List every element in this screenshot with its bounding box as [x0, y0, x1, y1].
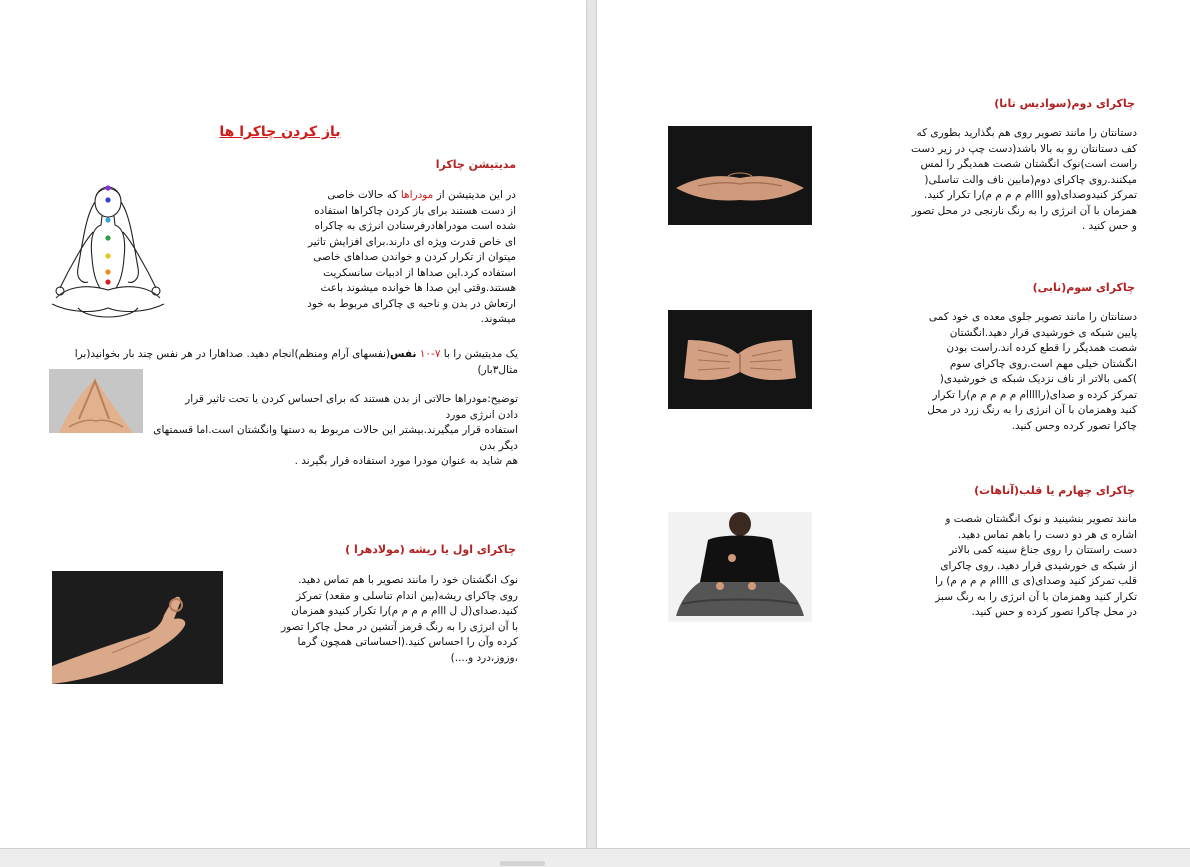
- breath-instruction: یک مدیتیشن را با ۷-۱۰ نفس(نفسهای آرام ومنظم)انجام دهید. صداهارا در هر نفس چند بار بخوانید(برا مثال۳بار): [74, 348, 518, 376]
- chakra2-heading: چاکرای دوم(سوادیس تانا): [994, 97, 1135, 110]
- page-title: باز کردن چاکرا ها: [219, 124, 341, 140]
- chakra3-text: دستانتان را مانند تصویر جلوی معده ی خود کمی پایین شبکه ی خورشیدی قرار دهید.انگشتان شصت همدیگر را قطع کرده اند.راست بودن انگشتان خیلی مهم است.روی چاکرای سوم )کمی بالاتر از ناف نزدیک شبکه ی خورشیدی( تمرکز کرده و صدای(رااااام م م م م م)را تکرار کنید وهمزمان با آن انرژی را به رنگ زرد در محل چاکرا تصور کرده وحس کنید.: [927, 311, 1137, 432]
- chakra-dot-solar: [105, 253, 110, 258]
- mudra-explanation: توضیح:مودراها حالاتی از بدن هستند که برای احساس کردن یا تحت تاثیر قرار دادن انرژی مورد استفاده قرار میگیرند.بیشتر این حالات مربوط به دستها وانگشتان است.اما قسمتهای دیگر بدن هم شاید به عنوان مودرا مورد استفاده قرار بگیرند .: [153, 393, 518, 467]
- chakra1-heading: چاکرای اول یا ریشه (مولادهرا ): [345, 543, 516, 556]
- left-page: [0, 0, 586, 848]
- solar-plexus-chakra-hands-photo: [668, 310, 812, 409]
- chakra-dot-sacral: [105, 269, 110, 274]
- chakra-dot-heart: [105, 235, 110, 240]
- meditation-figure-illustration: [48, 180, 168, 325]
- chakra4-heading: چاکرای چهارم یا قلب(آناهات): [974, 484, 1135, 497]
- chakra-dot-root: [105, 279, 110, 284]
- chakra-dot-brow: [105, 197, 110, 202]
- chakra2-text: دستانتان را مانند تصویر روی هم بگذارید بطوری که کف دستانتان رو به بالا باشد(دست چپ در زیر دست راست است)نوک انگشتان شصت همدیگر را لمس میکنند.روی چاکرای دوم(مابین ناف والت تناسلی( تمرکز کنیدوصدای(وو اااام م م م م)را تکرار کنید. همزمان با آن انرژی را به رنگ نارنجی در محل تصور و حس کنید .: [911, 127, 1137, 232]
- right-page: [597, 0, 1190, 848]
- scrollbar-thumb[interactable]: [500, 861, 545, 866]
- mudra-highlight: مودراها: [400, 189, 434, 201]
- sacral-chakra-hands-photo: [668, 126, 812, 225]
- root-chakra-hand-photo: [52, 571, 223, 684]
- heart-chakra-seated-photo: [668, 512, 812, 622]
- chakra-dot-throat: [105, 217, 110, 222]
- chakra-dot-crown: [105, 185, 110, 190]
- meditation-heading: مدیتیشن چاکرا: [435, 158, 516, 171]
- meditation-intro: در این مدیتیشن از مودراها که حالات خاصی از دست هستند برای باز کردن چاکراها استفاده شده است مودراهادرفرستادن انرژی به چاکراه ای خاص قدرت ویژه ای دارند.برای افزایش تاثیر میتوان از تکرار کردن و خواندن صداهای خاصی استفاده کرد.این صداها از ادبیات سانسکریت هستند.وقتی این صدا ها خوانده میشوند باعث ارتعاش در بدن و ناحیه ی چاکرای مربوط به خود میشوند.: [307, 189, 516, 325]
- mudra-hands-photo: [49, 369, 143, 433]
- chakra1-text: نوک انگشتان خود را مانند تصویر با هم تماس دهید. روی چاکرای ریشه(بین اندام تناسلی و مقعد) تمرکز کنید.صدای(ل ل ااام م م م م)را تکرار کنیدو همزمان با آن انرژی را به رنگ قرمز آتشین در محل چاکرا تصور کرده وآن را احساس کنید.(احساساتی همچون گرما ،وزوز،درد و....): [281, 574, 518, 664]
- chakra4-text: مانند تصویر بنشینید و نوک انگشتان شصت و اشاره ی هر دو دست را باهم تماس دهید. دست راستتان را روی جناغ سینه کمی بالاتر از شبکه ی خورشیدی قرار دهید. روی چاکرای قلب تمرکز کنید وصدای(ی ی اااام م م م م) را تکرار کنید وهمزمان با آن انرژی را به رنگ سبز در محل چاکرا تصور کرده و حس کنید.: [934, 513, 1137, 618]
- chakra3-heading: چاکرای سوم(نابی): [1032, 281, 1135, 294]
- horizontal-scrollbar[interactable]: [0, 848, 1190, 867]
